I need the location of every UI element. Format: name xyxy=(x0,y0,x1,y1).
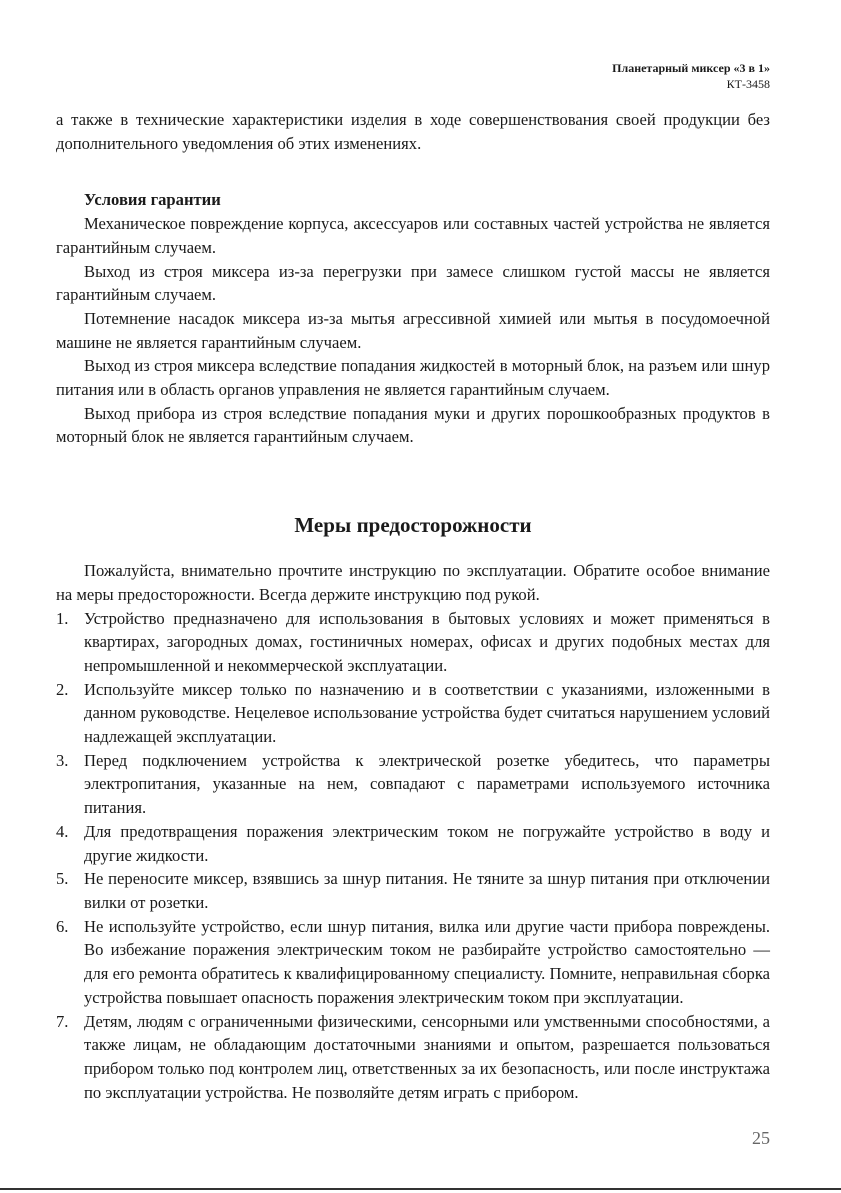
list-item-number: 6. xyxy=(56,916,69,936)
precautions-section xyxy=(56,511,770,1104)
bottom-rule xyxy=(0,1188,841,1190)
list-item-number: 7. xyxy=(56,1011,69,1031)
page-content xyxy=(56,108,770,1104)
intro-paragraph: а также в технические характеристики изделия в ходе совершенствования своей продукции без дополнительного уведомления об этих изменениях. xyxy=(56,110,770,153)
list-item-number: 4. xyxy=(56,821,69,841)
list-item-number: 5. xyxy=(56,869,69,889)
list-item xyxy=(56,607,770,678)
list-item-number: 1. xyxy=(56,608,69,628)
list-item xyxy=(56,915,770,1010)
list-item-text: Устройство предназначено для использования в бытовых условиях и может применяться в квартирах, загородных домах, гостиничных номерах, офисах и других подобных местах для непромышленной и некоммерческой эксплуатации. xyxy=(84,608,770,675)
page-number: 25 xyxy=(752,1128,770,1148)
list-item-text: Перед подключением устройства к электрической розетке убедитесь, что параметры электропитания, указанные на нем, совпадают с параметрами используемого источника питания. xyxy=(84,750,770,818)
model-number: КТ-3458 xyxy=(726,77,770,91)
warranty-paragraph: Выход из строя миксера вследствие попадания жидкостей в моторный блок, на разъем или шнур питания или в область органов управления не является гарантийным случаем. xyxy=(56,356,770,400)
list-item xyxy=(56,867,770,914)
warranty-paragraph: Выход прибора из строя вследствие попадания муки и других порошкообразных продуктов в моторный блок не является гарантийным случаем. xyxy=(56,403,770,447)
list-item-number: 2. xyxy=(56,679,69,699)
list-item xyxy=(56,749,770,820)
precautions-intro: Пожалуйста, внимательно прочтите инструкцию по эксплуатации. Обратите особое внимание на меры предосторожности. Всегда держите инструкцию под рукой. xyxy=(56,561,770,604)
list-item-text: Используйте миксер только по назначению и в соответствии с указаниями, изложенными в данном руководстве. Нецелевое использование устройства будет считаться нарушением условий надлежащей эксплуатации. xyxy=(84,679,770,747)
list-item-text: Не переносите миксер, взявшись за шнур питания. Не тяните за шнур питания при отключении вилки от розетки. xyxy=(84,869,770,912)
list-item-text: Для предотвращения поражения электрическим током не погружайте устройство в воду и другие жидкости. xyxy=(84,821,770,865)
list-item xyxy=(56,678,770,749)
list-item-text: Не используйте устройство, если шнур питания, вилка или другие части прибора повреждены. Во избежание поражения электрическим током не разбирайте устройство самостоятельно — для его ремонта обратитесь к квалифицированному специалисту. Помните, неправильная сборка устройства повышает опасность поражения электрическим током при эксплуатации. xyxy=(84,916,770,1007)
list-item xyxy=(56,820,770,867)
warranty-paragraph: Потемнение насадок миксера из-за мытья агрессивной химией или мытья в посудомоечной машине не является гарантийным случаем. xyxy=(56,308,770,352)
warranty-title: Условия гарантии xyxy=(84,190,221,210)
warranty-paragraph: Выход из строя миксера из-за перегрузки при замесе слишком густой массы не является гарантийным случаем. xyxy=(56,261,770,305)
warranty-paragraph: Механическое повреждение корпуса, аксессуаров или составных частей устройства не является гарантийным случаем. xyxy=(56,214,770,257)
product-name: Планетарный миксер «3 в 1» xyxy=(612,61,770,75)
list-item-number: 3. xyxy=(56,750,69,770)
list-item xyxy=(56,1010,770,1105)
list-item-text: Детям, людям с ограниченными физическими, сенсорными или умственными способностями, а также лицам, не обладающим достаточными знаниями и опытом, разрешается пользоваться прибором только под контролем лиц, ответственных за их безопасность, или после инструктажа по эксплуатации устройства. Не позволяйте детям играть с прибором. xyxy=(84,1011,770,1102)
precautions-title: Меры предосторожности xyxy=(294,513,532,538)
warranty-section xyxy=(56,188,770,449)
page-header xyxy=(612,60,770,92)
precautions-list xyxy=(56,607,770,1105)
